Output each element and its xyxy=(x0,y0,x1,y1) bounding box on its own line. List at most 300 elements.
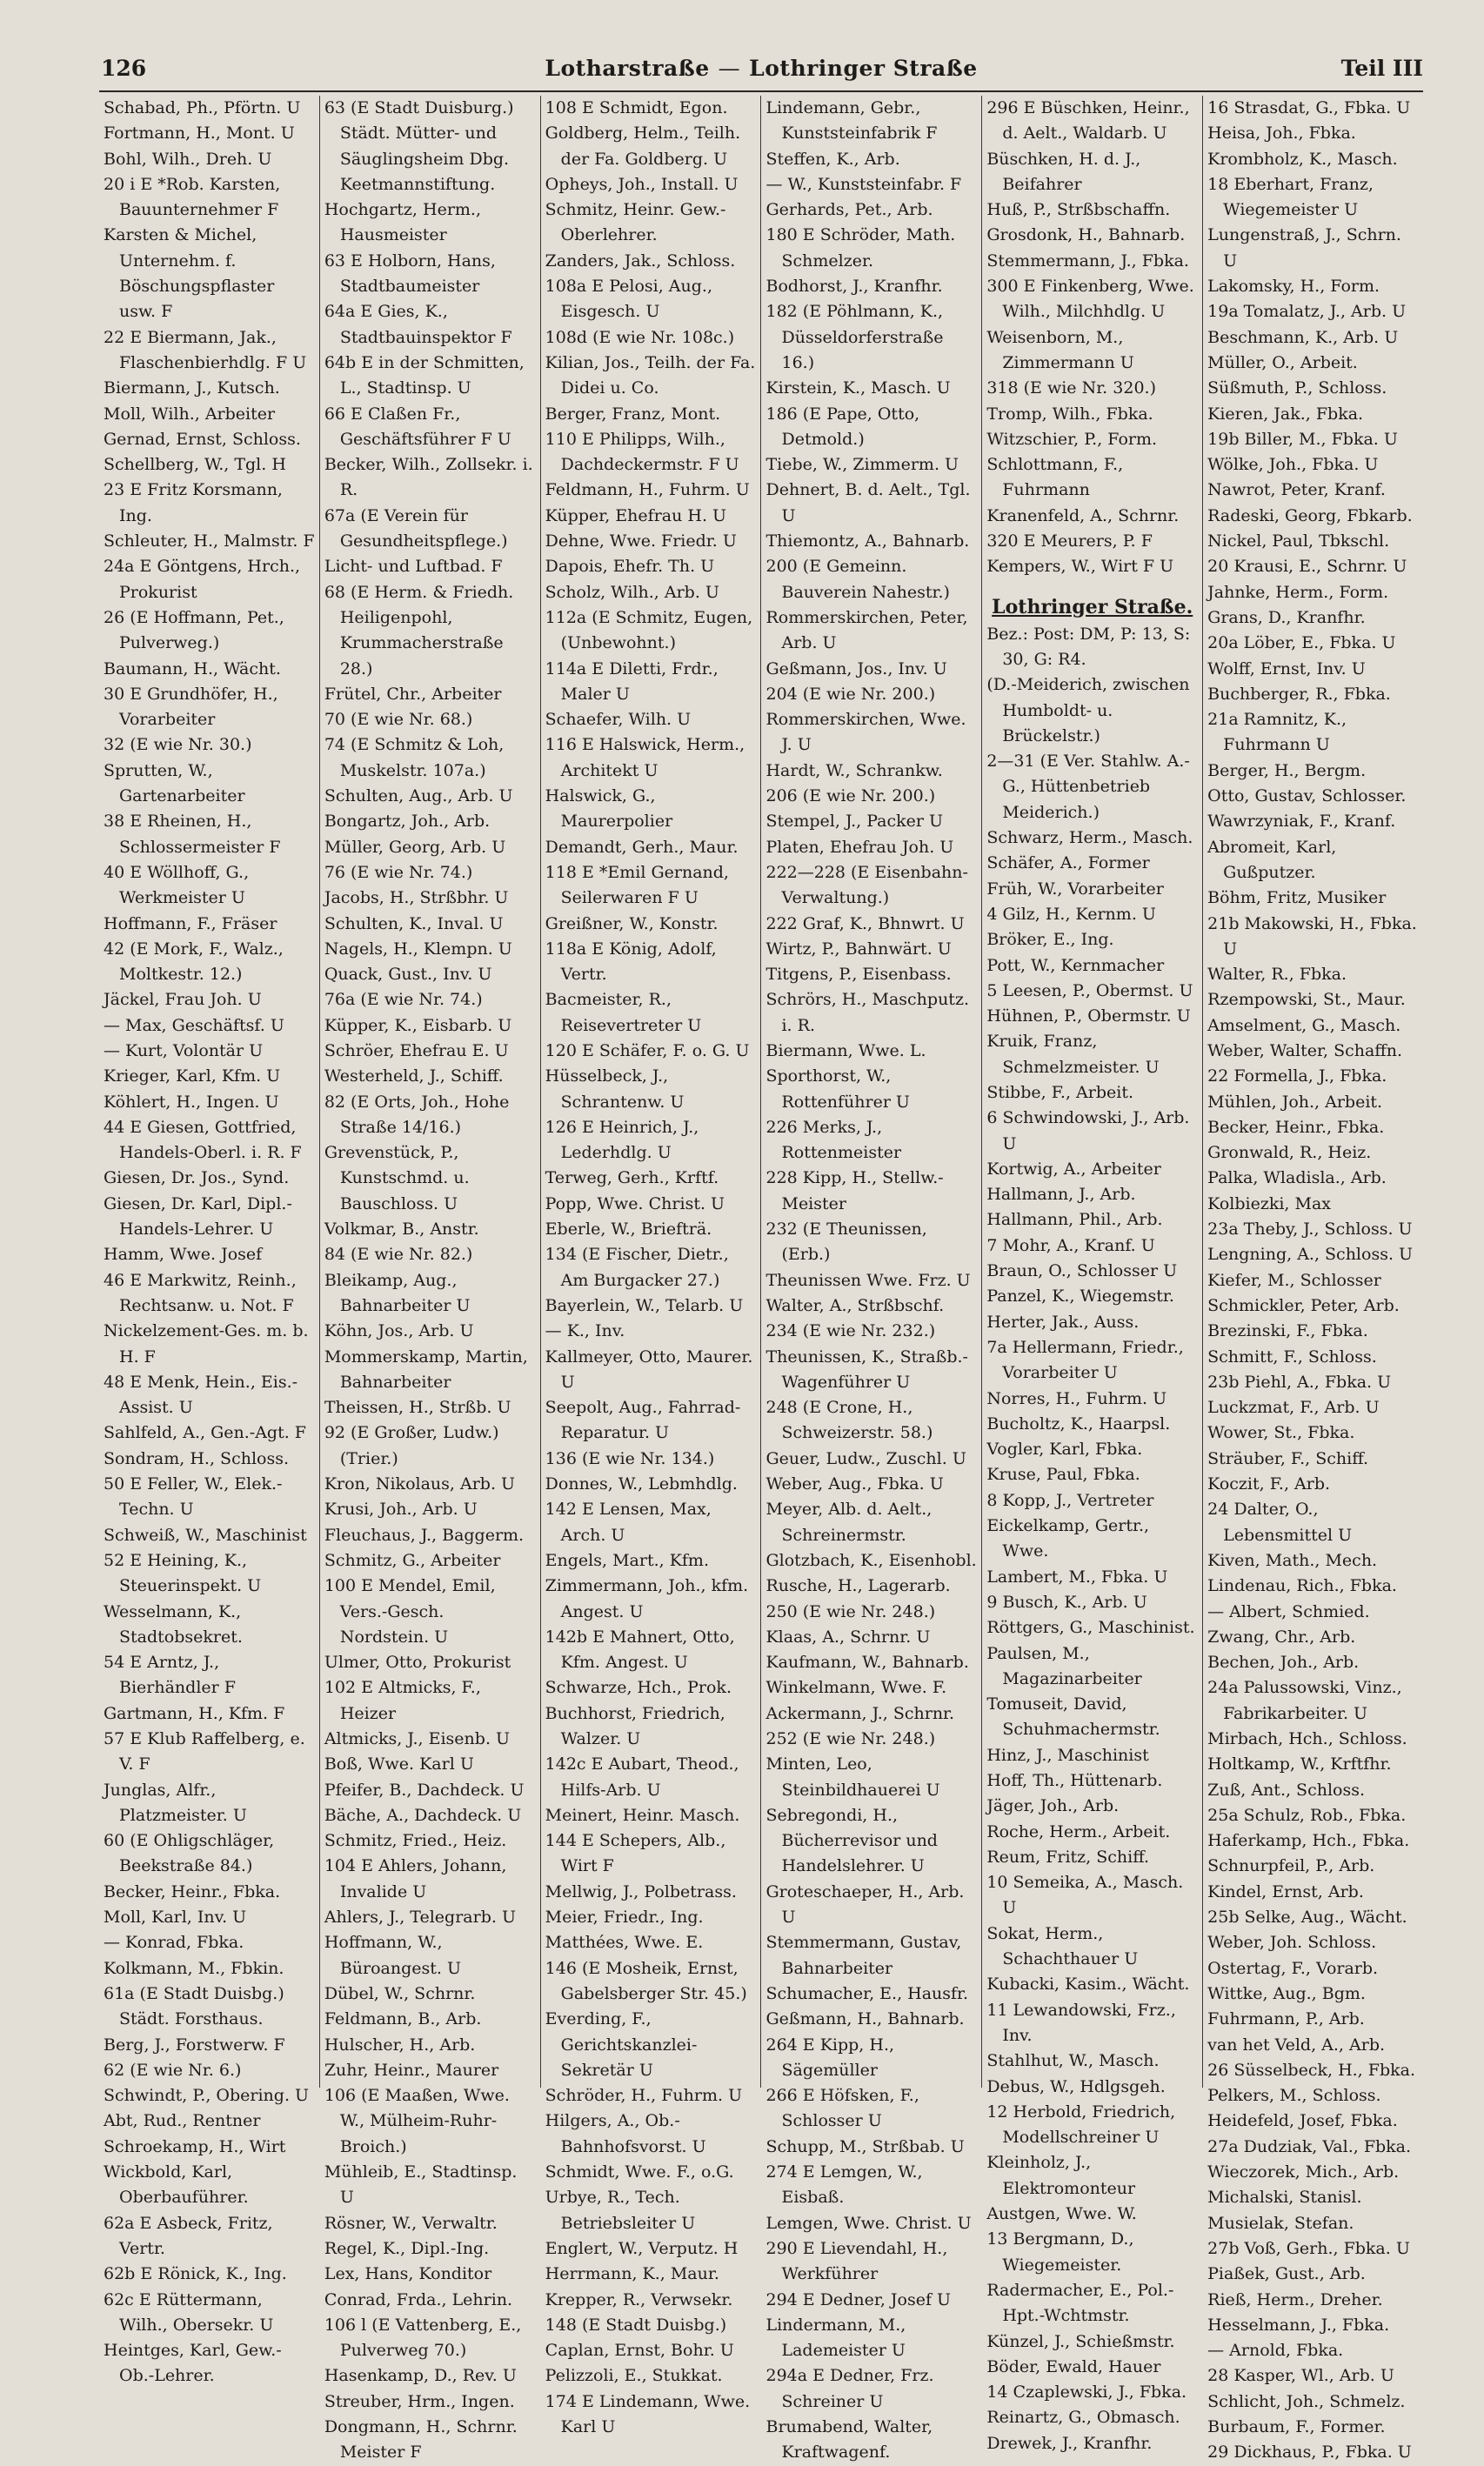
directory-entry: Schröer, Ehefrau E. U xyxy=(324,1040,509,1060)
directory-entry: 320 E Meurers, P. F xyxy=(986,531,1153,551)
directory-entry: Streuber, Hrm., Ingen. xyxy=(324,2391,515,2411)
directory-entry: Schellberg, W., Tgl. H xyxy=(104,455,286,475)
directory-entry: Hochgartz, Herm., Hausmeister xyxy=(324,200,482,245)
directory-entry: 52 E Heining, K., Steuerinspekt. U xyxy=(104,1550,262,1596)
directory-entry: Weber, Joh. Schloss. xyxy=(1207,1933,1377,1953)
directory-entry: Winkelmann, Wwe. F. xyxy=(765,1678,947,1698)
directory-entry: 2—31 (E Ver. Stahlw. A.-G., Hüttenbetrieb Meiderich.) xyxy=(986,752,1190,822)
directory-entry: Koczit, F., Arb. xyxy=(1207,1474,1331,1494)
directory-entry: 20 i E *Rob. Karsten, Bauunternehmer F xyxy=(104,174,281,220)
directory-entry: Sahlfeld, A., Gen.-Agt. F xyxy=(104,1423,306,1443)
directory-entry: Schlottmann, F., Fuhrmann xyxy=(986,455,1124,500)
directory-entry: Baumann, H., Wächt. xyxy=(104,658,281,678)
directory-entry: Holtkamp, W., Krftfhr. xyxy=(1207,1754,1392,1774)
directory-entry: Biermann, Wwe. L. xyxy=(765,1040,926,1060)
directory-entry: 82 (E Orts, Joh., Hohe Straße 14/16.) xyxy=(324,1092,510,1137)
directory-entry: 23 E Fritz Korsmann, Ing. xyxy=(104,480,283,525)
directory-entry: Schulten, K., Inval. U xyxy=(324,913,504,933)
directory-entry: Schabad, Ph., Pförtn. U xyxy=(104,98,301,117)
title-separator: — xyxy=(718,56,741,81)
directory-entry: 250 (E wie Nr. 248.) xyxy=(765,1601,936,1621)
directory-entry: Rommerskirchen, Wwe. J. U xyxy=(765,710,966,755)
directory-entry: Gronwald, R., Heiz. xyxy=(1207,1143,1372,1163)
directory-entry: 294 E Dedner, Josef U xyxy=(765,2289,952,2309)
directory-entry: 182 (E Pöhlmann, K., Düsseldorferstraße 16.) xyxy=(765,302,944,372)
directory-entry: Terweg, Gerh., Krftf. xyxy=(545,1168,719,1188)
directory-entry: Mühlen, Joh., Arbeit. xyxy=(1207,1092,1383,1112)
directory-entry: 120 E Schäfer, F. o. G. U xyxy=(545,1040,750,1060)
directory-entry: Nickelzement-Ges. m. b. H. F xyxy=(104,1321,309,1367)
directory-entry: Weber, Aug., Fbka. U xyxy=(765,1474,944,1494)
directory-entry: Steffen, K., Arb. xyxy=(765,149,900,169)
directory-entry: 106 (E Maaßen, Wwe. W., Mülheim-Ruhr-Broich.) xyxy=(324,2086,510,2156)
directory-entry: Donnes, W., Lebmhdlg. xyxy=(545,1474,738,1494)
directory-entry: Schwarz, Herm., Masch. xyxy=(986,828,1193,848)
directory-entry: 24a E Göntgens, Hrch., Prokurist xyxy=(104,557,301,602)
directory-entry: Röttgers, G., Maschinist. xyxy=(986,1618,1195,1638)
directory-entry: Dehnert, B. d. Aelt., Tgl. U xyxy=(765,480,971,525)
directory-entry: 6 Schwindowski, J., Arb. U xyxy=(986,1108,1190,1153)
directory-entry: 20 Krausi, E., Schrnr. U xyxy=(1207,557,1407,577)
directory-entry: Gernad, Ernst, Schloss. xyxy=(104,429,301,449)
directory-entry: 5 Leesen, P., Obermst. U xyxy=(986,980,1193,1000)
directory-entry: Thiemontz, A., Bahnarb. xyxy=(765,531,970,551)
directory-entry: Ostertag, F., Vorarb. xyxy=(1207,1958,1379,1978)
directory-entry: Schupp, M., Strßbab. U xyxy=(765,2136,965,2156)
street-title-left: Lotharstraße xyxy=(545,56,710,81)
directory-entry: Kiefer, M., Schlosser xyxy=(1207,1270,1381,1290)
directory-entry: Meier, Friedr., Ing. xyxy=(545,1908,704,1928)
directory-entry: Lengning, A., Schloss. U xyxy=(1207,1245,1414,1265)
directory-entry: Moll, Wilh., Arbeiter xyxy=(104,404,276,424)
directory-entry: Müller, Georg, Arb. U xyxy=(324,837,506,857)
directory-entry: 66 E Claßen Fr., Geschäftsführer F U xyxy=(324,404,511,449)
directory-entry: Kallmeyer, Otto, Maurer. U xyxy=(545,1347,753,1392)
directory-entry: 32 (E wie Nr. 30.) xyxy=(104,735,252,755)
directory-entry: 60 (E Ohligschläger, Beekstraße 84.) xyxy=(104,1831,275,1876)
directory-entry: Jacobs, H., Strßbhr. U xyxy=(324,888,509,908)
directory-entry: 38 E Rheinen, H., Schlossermeister F xyxy=(104,812,281,857)
directory-entry: Krepper, R., Verwsekr. xyxy=(545,2289,733,2309)
directory-entry: Büschken, H. d. J., Beifahrer xyxy=(986,149,1141,194)
directory-entry: Lex, Hans, Konditor xyxy=(324,2264,492,2284)
directory-entry: Conrad, Frda., Lehrin. xyxy=(324,2289,513,2309)
directory-entry: 180 E Schröder, Math. Schmelzer. xyxy=(765,225,956,271)
directory-entry: Schäfer, A., Former xyxy=(986,853,1150,873)
directory-entry: Kempers, W., Wirt F U xyxy=(986,557,1174,577)
directory-entry: 20a Löber, E., Fbka. U xyxy=(1207,633,1396,653)
directory-entry: 18 Eberhart, Franz, Wiegemeister U xyxy=(1207,174,1374,220)
directory-entry: Walter, A., Strßbschf. xyxy=(765,1295,945,1315)
directory-entry: — Max, Geschäftsf. U xyxy=(104,1015,284,1035)
directory-entry: Hesselmann, J., Fbka. xyxy=(1207,2315,1390,2335)
directory-entry: Kirstein, K., Masch. U xyxy=(765,378,951,398)
directory-entry: Meinert, Heinr. Masch. xyxy=(545,1805,740,1825)
directory-entry: Luckzmat, F., Arb. U xyxy=(1207,1398,1380,1418)
directory-entry: 54 E Arntz, J., Bierhändler F xyxy=(104,1653,236,1698)
directory-entry: Volkmar, B., Anstr. xyxy=(324,1220,479,1240)
directory-entry: Sebregondi, H., Bücherrevisor und Handelslehrer. U xyxy=(765,1805,938,1876)
directory-entry: Hoff, Th., Hüttenarb. xyxy=(986,1771,1163,1790)
directory-entry: Nagels, H., Klempn. U xyxy=(324,939,512,959)
directory-entry: Buchberger, R., Fbka. xyxy=(1207,684,1391,704)
directory-entry: 64b E in der Schmitten, L., Stadtinsp. U xyxy=(324,352,525,398)
directory-entry: Hilgers, A., Ob.-Bahnhofsvorst. U xyxy=(545,2111,706,2156)
directory-entry: 100 E Mendel, Emil, Vers.-Gesch. Nordstein. U xyxy=(324,1576,496,1647)
directory-entry: 7 Mohr, A., Kranf. U xyxy=(986,1235,1155,1255)
directory-entry: 62 (E wie Nr. 6.) xyxy=(104,2060,242,2080)
directory-entry: Lindermann, M., Lademeister U xyxy=(765,2315,906,2361)
directory-entry: Schnurpfeil, P., Arb. xyxy=(1207,1856,1375,1876)
directory-entry: 23a Theby, J., Schloss. U xyxy=(1207,1220,1413,1240)
directory-entry: 142 E Lensen, Max, Arch. U xyxy=(545,1500,712,1545)
directory-entry: 104 E Ahlers, Johann, Invalide U xyxy=(324,1856,507,1901)
directory-entry: Mellwig, J., Polbetrass. xyxy=(545,1881,737,1901)
directory-entry: Rzempowski, St., Maur. xyxy=(1207,990,1406,1010)
lothringer-street-entries xyxy=(986,622,1198,2456)
directory-entry: Matthées, Wwe. E. xyxy=(545,1933,704,1953)
directory-entry: Goldberg, Helm., Teilh. der Fa. Goldberg. U xyxy=(545,124,741,169)
directory-entry: Künzel, J., Schießmstr. xyxy=(986,2331,1175,2351)
directory-entry: Lemgen, Wwe. Christ. U xyxy=(765,2213,972,2233)
directory-entry: Sprutten, W., Gartenarbeiter xyxy=(104,760,245,806)
directory-entry: Heisa, Joh., Fbka. xyxy=(1207,124,1356,144)
directory-entry: Rieß, Herm., Dreher. xyxy=(1207,2289,1383,2309)
directory-entry: 11 Lewandowski, Frz., Inv. xyxy=(986,2000,1176,2045)
directory-entry: Ulmer, Otto, Prokurist xyxy=(324,1653,511,1673)
directory-entry: 204 (E wie Nr. 200.) xyxy=(765,684,936,704)
directory-entry: Huß, P., Strßbschaffn. xyxy=(986,200,1171,220)
directory-entry: 26 (E Hoffmann, Pet., Pulverweg.) xyxy=(104,607,284,653)
directory-entry: Weber, Walter, Schaffn. xyxy=(1207,1040,1403,1060)
directory-entry: Dehne, Wwe. Friedr. U xyxy=(545,531,737,551)
directory-column-3 xyxy=(541,96,762,2437)
directory-entry: Jäckel, Frau Joh. U xyxy=(104,990,262,1010)
directory-entry: Titgens, P., Eisenbass. xyxy=(765,965,952,985)
directory-entry: Bohl, Wilh., Dreh. U xyxy=(104,149,272,169)
directory-entry: Hamm, Wwe. Josef xyxy=(104,1245,263,1265)
directory-entry: Wirtz, P., Bahnwärt. U xyxy=(765,939,952,959)
directory-entry: Klaas, A., Schrnr. U xyxy=(765,1627,931,1647)
directory-entry: Hardt, W., Schrankw. xyxy=(765,760,943,780)
directory-entry: Schmitz, Fried., Heiz. xyxy=(324,1831,507,1851)
directory-entry: Urbye, R., Tech. Betriebsleiter U xyxy=(545,2188,696,2233)
directory-entry: Becker, Heinr., Fbka. xyxy=(104,1881,281,1901)
directory-entry: Kortwig, A., Arbeiter xyxy=(986,1159,1161,1179)
directory-entry: Fortmann, H., Mont. U xyxy=(104,124,295,144)
directory-entry: Paulsen, M., Magazinarbeiter xyxy=(986,1643,1142,1688)
directory-entry: 118a E König, Adolf, Vertr. xyxy=(545,939,717,985)
directory-entry: Dongmann, H., Schrnr. Meister F xyxy=(324,2417,518,2463)
directory-entry: Piaßek, Gust., Arb. xyxy=(1207,2264,1366,2284)
directory-entry: Kiven, Math., Mech. xyxy=(1207,1550,1378,1570)
directory-entry: Heintges, Karl, Gew.-Ob.-Lehrer. xyxy=(104,2341,282,2386)
directory-entry: Englert, W., Verputz. H xyxy=(545,2238,739,2258)
directory-entry: 252 (E wie Nr. 248.) xyxy=(765,1729,936,1748)
directory-entry: 174 E Lindemann, Wwe. Karl U xyxy=(545,2391,751,2437)
directory-entry: Kolbiezki, Max xyxy=(1207,1193,1332,1213)
directory-entry: Schulten, Aug., Arb. U xyxy=(324,786,513,806)
directory-entry: Regel, K., Dipl.-Ing. xyxy=(324,2238,490,2258)
directory-entry: Bacmeister, R., Reisevertreter U xyxy=(545,990,702,1035)
directory-entry: Haferkamp, Hch., Fbka. xyxy=(1207,1831,1410,1851)
directory-entry: 116 E Halswick, Herm., Architekt U xyxy=(545,735,745,780)
directory-entry: Mühleib, E., Stadtinsp. U xyxy=(324,2162,518,2208)
directory-entry: Tromp, Wilh., Fbka. xyxy=(986,404,1153,424)
directory-entry: Schleuter, H., Malmstr. F xyxy=(104,531,315,551)
directory-entry: Berg, J., Forstwerw. F xyxy=(104,2035,285,2055)
directory-entry: Reum, Fritz, Schiff. xyxy=(986,1847,1150,1867)
directory-entry: Eickelkamp, Gertr., Wwe. xyxy=(986,1516,1150,1561)
directory-entry: Bongartz, Joh., Arb. xyxy=(324,812,491,832)
directory-entry: Witzschier, P., Form. xyxy=(986,429,1158,449)
directory-entry: 290 E Lievendahl, H., Werkführer xyxy=(765,2238,948,2284)
directory-entry: 24a Palussowski, Vinz., Fabrikarbeiter. U xyxy=(1207,1678,1402,1723)
directory-entry: Meyer, Alb. d. Aelt., Schreinermstr. xyxy=(765,1500,933,1545)
directory-entry: 67a (E Verein für Gesundheitspflege.) xyxy=(324,505,508,551)
directory-entry: 146 (E Mosheik, Ernst, Gabelsberger Str. 45.) xyxy=(545,1958,747,2003)
directory-entry: Schmidt, Wwe. F., o.G. xyxy=(545,2162,734,2182)
directory-entry: 44 E Giesen, Gottfried, Handels-Oberl. i. R. F xyxy=(104,1117,302,1163)
directory-entry: 110 E Philipps, Wilh., Dachdeckermstr. F U xyxy=(545,429,739,475)
directory-entry: Berger, H., Bergm. xyxy=(1207,760,1367,780)
directory-entry: Debus, W., Hdlgsgeh. xyxy=(986,2076,1166,2096)
directory-entry: 8 Kopp, J., Vertreter xyxy=(986,1490,1154,1510)
directory-entry: Theissen, H., Strßb. U xyxy=(324,1398,511,1418)
directory-entry: Buchhorst, Friedrich, Walzer. U xyxy=(545,1703,725,1748)
directory-entry: Everding, F., Gerichtskanzlei-Sekretär U xyxy=(545,2009,698,2080)
directory-entry: 57 E Klub Raffelberg, e. V. F xyxy=(104,1729,305,1774)
directory-entry: 76 (E wie Nr. 74.) xyxy=(324,862,473,882)
directory-entry: Böder, Ewald, Hauer xyxy=(986,2356,1161,2376)
page-header xyxy=(99,54,1423,92)
directory-entry: Norres, H., Fuhrm. U xyxy=(986,1388,1167,1408)
directory-column-4 xyxy=(761,96,982,2463)
directory-column-5 xyxy=(982,96,1203,2453)
directory-entry: 248 (E Crone, H., Schweizerstr. 58.) xyxy=(765,1398,933,1443)
directory-entry: Licht- und Luftbad. F xyxy=(324,557,503,577)
directory-entry: — Arnold, Fbka. xyxy=(1207,2341,1344,2361)
directory-entry: 234 (E wie Nr. 232.) xyxy=(765,1321,936,1341)
directory-entry: 22 Formella, J., Fbka. xyxy=(1207,1066,1387,1086)
directory-entry: 25a Schulz, Rob., Fbka. xyxy=(1207,1805,1407,1825)
directory-entry: Hüsselbeck, J., Schrantenw. U xyxy=(545,1066,685,1112)
directory-entry: 62b E Rönick, K., Ing. xyxy=(104,2264,287,2284)
directory-entry: 76a (E wie Nr. 74.) xyxy=(324,990,483,1010)
directory-entry: Glotzbach, K., Eisenhobl. xyxy=(765,1550,977,1570)
directory-entry: Sträuber, F., Schiff. xyxy=(1207,1448,1369,1468)
directory-entry: Hoffmann, F., Fräser xyxy=(104,913,277,933)
directory-entry: Zimmermann, Joh., kfm. Angest. U xyxy=(545,1576,749,1621)
directory-entry: Dübel, W., Schrnr. xyxy=(324,1983,476,2003)
directory-entry: Ahlers, J., Telegrarb. U xyxy=(324,1908,516,1928)
directory-entry: 266 E Höfsken, F., Schlosser U xyxy=(765,2086,919,2131)
directory-entry: 70 (E wie Nr. 68.) xyxy=(324,710,473,730)
directory-entry: Mommerskamp, Martin, Bahnarbeiter xyxy=(324,1347,528,1392)
directory-entry: Wawrzyniak, F., Kranf. xyxy=(1207,812,1396,832)
directory-entry: Hoffmann, W., Büroangest. U xyxy=(324,1933,461,1978)
directory-entry: Hallmann, Phil., Arb. xyxy=(986,1210,1163,1230)
directory-entry: Zuß, Ant., Schloss. xyxy=(1207,1780,1366,1800)
directory-entry: Zwang, Chr., Arb. xyxy=(1207,1627,1356,1647)
directory-entry: Panzel, K., Wiegemstr. xyxy=(986,1286,1174,1307)
directory-entry: 9 Busch, K., Arb. U xyxy=(986,1592,1147,1612)
directory-entry: 62a E Asbeck, Fritz, Vertr. xyxy=(104,2213,273,2258)
directory-entry: 40 E Wöllhoff, G., Werkmeister U xyxy=(104,862,250,908)
directory-entry: 186 (E Pape, Otto, Detmold.) xyxy=(765,404,920,449)
directory-entry: Jäger, Joh., Arb. xyxy=(986,1796,1120,1816)
directory-entry: Fuhrmann, P., Arb. xyxy=(1207,2009,1365,2029)
directory-entry: 206 (E wie Nr. 200.) xyxy=(765,786,936,806)
directory-entry: 228 Kipp, H., Stellw.-Meister xyxy=(765,1168,944,1213)
directory-entry: Küpper, Ehefrau H. U xyxy=(545,505,727,525)
directory-column-2 xyxy=(320,96,541,2463)
directory-entry: Pfeifer, B., Dachdeck. U xyxy=(324,1780,525,1800)
directory-entry: Fleuchaus, J., Baggerm. xyxy=(324,1525,525,1545)
directory-entry: 126 E Heinrich, J., Lederhdlg. U xyxy=(545,1117,699,1163)
directory-entry: 22 E Biermann, Jak., Flaschenbierhdlg. F U xyxy=(104,327,307,372)
directory-entry: 25b Selke, Aug., Wächt. xyxy=(1207,1908,1407,1928)
directory-entry: 112a (E Schmitz, Eugen, (Unbewohnt.) xyxy=(545,607,753,653)
directory-entry: Stemmermann, Gustav, Bahnarbeiter xyxy=(765,1933,962,1978)
directory-entry: Schmitt, F., Schloss. xyxy=(1207,1347,1377,1367)
directory-entry: Moll, Karl, Inv. U xyxy=(104,1908,247,1928)
directory-column-6 xyxy=(1203,96,1423,2463)
directory-entry: Schweiß, W., Maschinist xyxy=(104,1525,307,1545)
directory-entry: Stempel, J., Packer U xyxy=(765,812,944,832)
directory-entry: Abromeit, Karl, Gußputzer. xyxy=(1207,837,1337,882)
directory-entry: 114a E Diletti, Frdr., Maler U xyxy=(545,658,719,704)
directory-entry: — K., Inv. xyxy=(545,1321,625,1341)
directory-entry: 92 (E Großer, Ludw.) (Trier.) xyxy=(324,1423,499,1468)
directory-entry: 62c E Rüttermann, Wilh., Obersekr. U xyxy=(104,2289,274,2335)
directory-entry: 30 E Grundhöfer, H., Vorarbeiter xyxy=(104,684,278,730)
directory-entry: 42 (E Mork, F., Walz., Moltkestr. 12.) xyxy=(104,939,284,985)
directory-entry: Kaufmann, W., Bahnarb. xyxy=(765,1653,969,1673)
directory-entry: Engels, Mart., Kfm. xyxy=(545,1550,709,1570)
directory-entry: Theunissen Wwe. Frz. U xyxy=(765,1270,971,1290)
directory-entry: 50 E Feller, W., Elek.-Techn. U xyxy=(104,1474,283,1520)
running-title xyxy=(99,56,1423,81)
directory-entry: Herter, Jak., Auss. xyxy=(986,1312,1140,1332)
directory-entry: Köhlert, H., Ingen. U xyxy=(104,1092,279,1112)
directory-entry: 222 Graf, K., Bhnwrt. U xyxy=(765,913,965,933)
part-label: Teil III xyxy=(1340,56,1423,81)
directory-entry: 23b Piehl, A., Fbka. U xyxy=(1207,1372,1392,1392)
directory-entry: Hinz, J., Maschinist xyxy=(986,1745,1149,1765)
directory-entry: Schwarze, Hch., Prok. xyxy=(545,1678,732,1698)
directory-entry: 19b Biller, M., Fbka. U xyxy=(1207,429,1398,449)
directory-entry: 29 Dickhaus, P., Fbka. U xyxy=(1207,2443,1412,2463)
directory-columns xyxy=(99,96,1423,2463)
directory-entry: Halswick, G., Maurerpolier xyxy=(545,786,673,832)
directory-entry: Walter, R., Fbka. xyxy=(1207,965,1347,985)
directory-entry: 10 Semeika, A., Masch. U xyxy=(986,1873,1184,1918)
directory-entry: Feldmann, H., Fuhrm. U xyxy=(545,480,750,500)
directory-entry: 12 Herbold, Friedrich, Modellschreiner U xyxy=(986,2102,1176,2148)
directory-entry: Gartmann, H., Kfm. F xyxy=(104,1703,285,1723)
directory-entry: Kleinholz, J., Elektromonteur xyxy=(986,2153,1136,2198)
directory-entry: Kindel, Ernst, Arb. xyxy=(1207,1881,1364,1901)
directory-entry: Grevenstück, P., Kunstschmd. u. Bauschloss. U xyxy=(324,1143,470,1213)
directory-entry: 7a Hellermann, Friedr., Vorarbeiter U xyxy=(986,1337,1184,1383)
directory-entry: Krusi, Joh., Arb. U xyxy=(324,1500,478,1520)
directory-entry: Bucholtz, K., Haarpsl. xyxy=(986,1413,1171,1433)
directory-entry: Schmitz, Heinr. Gew.-Oberlehrer. xyxy=(545,200,726,245)
directory-entry: Hallmann, J., Arb. xyxy=(986,1185,1136,1205)
directory-entry: Greißner, W., Konstr. xyxy=(545,913,719,933)
directory-entry: Pelizzoli, E., Stukkat. xyxy=(545,2366,723,2386)
directory-entry: 61a (E Stadt Duisbg.) Städt. Forsthaus. xyxy=(104,1983,284,2029)
directory-entry: Stemmermann, J., Fbka. xyxy=(986,251,1189,271)
directory-entry: Opheys, Joh., Install. U xyxy=(545,174,739,194)
directory-entry: Herrmann, K., Maur. xyxy=(545,2264,719,2284)
directory-entry: Hulscher, H., Arb. xyxy=(324,2035,476,2055)
directory-entry: 142c E Aubart, Theod., Hilfs-Arb. U xyxy=(545,1754,739,1800)
directory-entry: 16 Strasdat, G., Fbka. U xyxy=(1207,98,1411,117)
directory-entry: Wesselmann, K., Stadtobsekret. xyxy=(104,1601,243,1647)
directory-entry: Ackermann, J., Schrnr. xyxy=(765,1703,955,1723)
directory-entry: Musielak, Stefan. xyxy=(1207,2213,1354,2233)
directory-entry: Bodhorst, J., Kranfhr. xyxy=(765,277,943,297)
directory-entry: Radermacher, E., Pol.-Hpt.-Wchtmstr. xyxy=(986,2280,1174,2326)
directory-entry: Sondram, H., Schloss. xyxy=(104,1448,289,1468)
directory-entry: Zanders, Jak., Schloss. xyxy=(545,251,736,271)
directory-entry: 48 E Menk, Hein., Eis.-Assist. U xyxy=(104,1372,298,1418)
directory-entry: Caplan, Ernst, Bohr. U xyxy=(545,2341,734,2361)
directory-entry: Berger, Franz, Mont. xyxy=(545,404,721,424)
directory-entry: Junglas, Alfr., Platzmeister. U xyxy=(104,1780,247,1825)
directory-entry: Hühnen, P., Obermstr. U xyxy=(986,1006,1191,1026)
directory-entry: 14 Czaplewski, J., Fbka. xyxy=(986,2382,1187,2403)
directory-entry: Hasenkamp, D., Rev. U xyxy=(324,2366,517,2386)
directory-entry: 27b Voß, Gerh., Fbka. U xyxy=(1207,2238,1410,2258)
directory-entry: Schmitz, G., Arbeiter xyxy=(324,1550,501,1570)
directory-entry: 21a Ramnitz, K., Fuhrmann U xyxy=(1207,710,1347,755)
directory-entry: Altmicks, J., Eisenb. U xyxy=(324,1729,511,1748)
directory-entry: Geßmann, Jos., Inv. U xyxy=(765,658,947,678)
directory-entry: Bleikamp, Aug., Bahnarbeiter U xyxy=(324,1270,471,1315)
directory-entry: Schroekamp, H., Wirt xyxy=(104,2136,286,2156)
directory-entry: 108 E Schmidt, Egon. xyxy=(545,98,728,117)
directory-entry: Nawrot, Peter, Kranf. xyxy=(1207,480,1386,500)
lothringer-street-heading: Lothringer Straße. xyxy=(992,595,1193,618)
directory-entry: Wittke, Aug., Bgm. xyxy=(1207,1983,1366,2003)
directory-entry: Biermann, J., Kutsch. xyxy=(104,378,280,398)
directory-entry: Burbaum, F., Former. xyxy=(1207,2417,1386,2437)
directory-entry: 144 E Schepers, Alb., Wirt F xyxy=(545,1831,726,1876)
directory-entry: 222—228 (E Eisenbahn-Verwaltung.) xyxy=(765,862,968,908)
directory-entry: 294a E Dedner, Frz. Schreiner U xyxy=(765,2366,934,2411)
directory-entry: 118 E *Emil Gernand, Seilerwaren F U xyxy=(545,862,729,908)
directory-entry: Theunissen, K., Straßb.-Wagenführer U xyxy=(765,1347,968,1392)
page-number: 126 xyxy=(101,56,147,81)
directory-entry: Geßmann, H., Bahnarb. xyxy=(765,2009,965,2029)
directory-entry: Platen, Ehefrau Joh. U xyxy=(765,837,954,857)
directory-entry: Schlicht, Joh., Schmelz. xyxy=(1207,2391,1406,2411)
directory-entry: 226 Merks, J., Rottenmeister xyxy=(765,1117,902,1163)
directory-entry: Brumabend, Walter, Kraftwagenf. xyxy=(765,2417,933,2463)
directory-entry: Feldmann, B., Arb. xyxy=(324,2009,482,2029)
directory-entry: Zuhr, Heinr., Maurer xyxy=(324,2060,499,2080)
directory-entry: Heidefeld, Josef, Fbka. xyxy=(1207,2111,1398,2131)
directory-entry: Sokat, Herm., Schachthauer U xyxy=(986,1923,1139,1969)
directory-entry: Wower, St., Fbka. xyxy=(1207,1423,1355,1443)
directory-entry: Scholz, Wilh., Arb. U xyxy=(545,582,719,602)
directory-entry: Bechen, Joh., Arb. xyxy=(1207,1653,1360,1673)
directory-entry: Pelkers, M., Schloss. xyxy=(1207,2086,1381,2106)
directory-entry: — Kurt, Volontär U xyxy=(104,1040,264,1060)
